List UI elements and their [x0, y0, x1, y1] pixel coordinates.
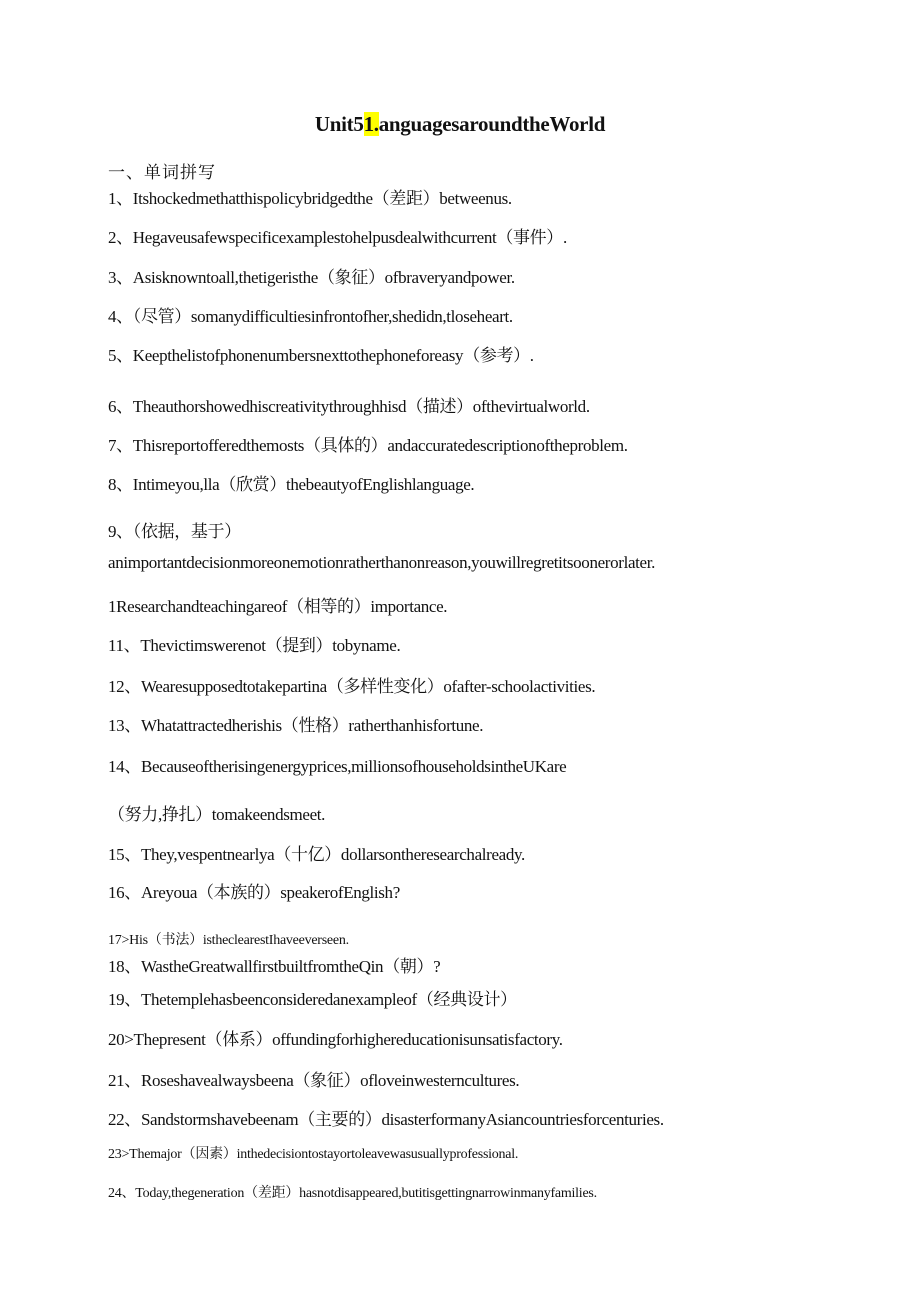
question-21: 21、Roseshavealwaysbeena（象征）ofloveinwesterncultures.	[108, 1071, 520, 1090]
question-13: 13、Whatattractedherishis（性格）ratherthanhisfortune.	[108, 716, 484, 735]
title-highlight: 1.	[363, 112, 379, 136]
question-10: 1Researchandteachingareof（相等的）importance.	[108, 597, 448, 616]
question-15: 15、They,vespentnearlya（十亿）dollarsontheresearchalready.	[108, 845, 525, 864]
question-5: 5、Keepthelistofphonenumbersnexttothephoneforeasy（参考）.	[108, 346, 534, 365]
question-17: 17>His（书法）istheclearestIhaveeverseen.	[108, 933, 349, 948]
section-heading: 一、单词拼写	[108, 163, 216, 183]
question-14: 14、Becauseoftherisingenergyprices,millionsofhouseholdsintheUKare	[108, 757, 567, 776]
question-18: 18、WastheGreatwallfirstbuiltfromtheQin（朝）?	[108, 957, 441, 976]
question-4: 4、（尽管）somanydifficultiesinfrontofher,shedidn,tloseheart.	[108, 307, 513, 326]
question-1: 1、Itshockedmethatthispolicybridgedthe（差距）betweenus.	[108, 189, 512, 208]
question-11: 11、Thevictimswerenot（提到）tobyname.	[108, 636, 401, 655]
question-23: 23>Themajor（因素）inthedecisiontostayortoleavewasusuallyprofessional.	[108, 1147, 519, 1162]
question-19: 19、Thetemplehasbeenconsideredanexampleof（经典设计）	[108, 990, 517, 1009]
question-2: 2、Hegaveusafewspecificexamplestohelpusdealwithcurrent（事件）.	[108, 228, 567, 247]
question-9-continued: animportantdecisionmoreonemotionratherthanonreason,youwillregretitsoonerorlater.	[108, 553, 655, 572]
page-title	[0, 112, 920, 137]
question-6: 6、Theauthorshowedhiscreativitythroughhisd（描述）ofthevirtualworld.	[108, 397, 590, 416]
title-unit: Unit5	[314, 112, 364, 136]
question-22: 22、Sandstormshavebeenam（主要的）disasterformanyAsiancountriesforcenturies.	[108, 1110, 664, 1129]
question-7: 7、Thisreportofferedthemosts（具体的）andaccuratedescriptionoftheproblem.	[108, 436, 628, 455]
question-16: 16、Areyoua（本族的）speakerofEnglish?	[108, 883, 400, 902]
question-12: 12、Wearesupposedtotakepartina（多样性变化）ofafter-schoolactivities.	[108, 677, 596, 696]
question-14-continued: （努力,挣扎）tomakeendsmeet.	[108, 805, 326, 824]
question-8: 8、Intimeyou,lla（欣赏）thebeautyofEnglishlanguage.	[108, 475, 475, 494]
title-rest: anguagesaroundtheWorld	[378, 112, 606, 136]
question-24: 24、Today,thegeneration（差距）hasnotdisappeared,butitisgettingnarrowinmanyfamilies.	[108, 1186, 597, 1201]
question-3: 3、Asisknowntoall,thetigeristhe（象征）ofbraveryandpower.	[108, 268, 515, 287]
question-9: 9、（依据，基于）	[108, 522, 241, 541]
question-20: 20>Thepresent（体系）offundingforhighereducationisunsatisfactory.	[108, 1030, 563, 1049]
